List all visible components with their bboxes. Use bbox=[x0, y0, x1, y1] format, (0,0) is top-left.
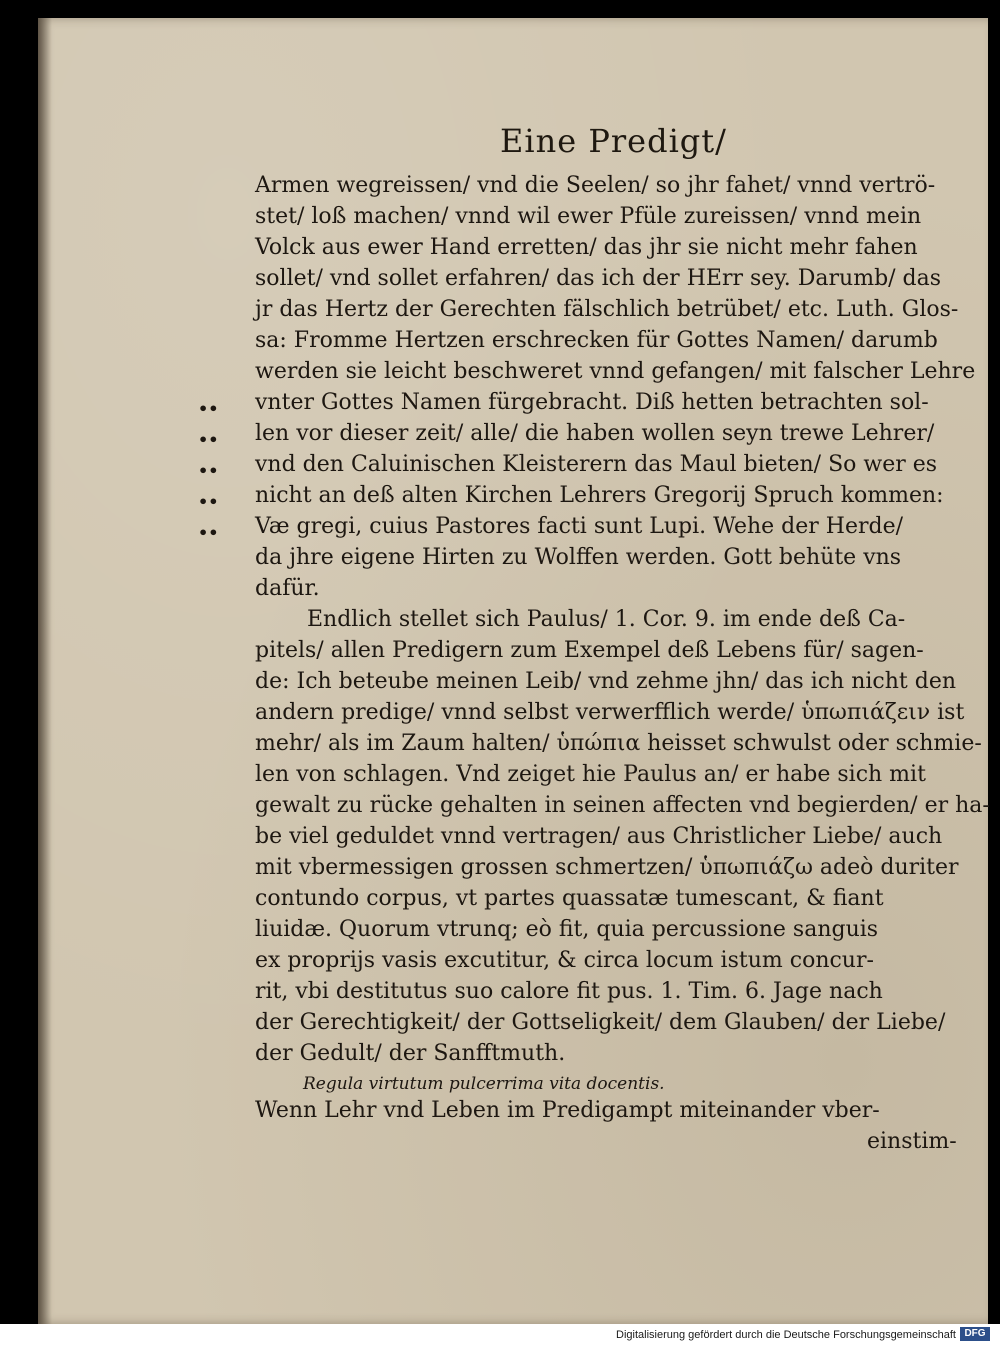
text-line: jr das Hertz der Gerechten fälschlich betrübet/ etc. Luth. Glos- bbox=[255, 297, 959, 322]
text-line: der Gedult/ der Sanfftmuth. bbox=[255, 1041, 566, 1066]
catchword: einstim- bbox=[867, 1129, 957, 1154]
latin-motto: Regula virtutum pulcerrima vita docentis. bbox=[303, 1074, 665, 1094]
dfg-logo: DFG bbox=[960, 1327, 990, 1341]
margin-mark: •• bbox=[198, 430, 219, 449]
text-line: rit, vbi destitutus suo calore fit pus. 1. Tim. 6. Jage nach bbox=[255, 979, 883, 1004]
page-gutter-shadow bbox=[38, 18, 52, 1324]
margin-mark: •• bbox=[198, 399, 219, 418]
text-line: de: Ich beteube meinen Leib/ vnd zehme jhn/ das ich nicht den bbox=[255, 669, 957, 694]
text-line: mit vbermessigen grossen schmertzen/ ὑπωπιάζω adeò duriter bbox=[255, 855, 959, 880]
text-line: stet/ loß machen/ vnnd wil ewer Pfüle zureissen/ vnnd mein bbox=[255, 204, 922, 229]
margin-mark: •• bbox=[198, 461, 219, 480]
text-line: contundo corpus, vt partes quassatæ tumescant, & fiant bbox=[255, 886, 884, 911]
text-line: vnter Gottes Namen fürgebracht. Diß hetten betrachten sol- bbox=[255, 390, 929, 415]
text-line: liuidæ. Quorum vtrunq; eò fit, quia percussione sanguis bbox=[255, 917, 879, 942]
text-line: gewalt zu rücke gehalten in seinen affecten vnd begierden/ er ha- bbox=[255, 793, 990, 818]
text-line: Armen wegreissen/ vnd die Seelen/ so jhr fahet/ vnnd vertrö- bbox=[255, 173, 936, 198]
text-line: dafür. bbox=[255, 576, 320, 601]
footer-credit: Digitalisierung gefördert durch die Deutsche Forschungsgemeinschaft bbox=[616, 1329, 956, 1341]
margin-marks bbox=[198, 393, 218, 548]
text-line: Volck aus ewer Hand erretten/ das jhr sie nicht mehr fahen bbox=[255, 235, 918, 260]
text-line: sa: Fromme Hertzen erschrecken für Gottes Namen/ darumb bbox=[255, 328, 938, 353]
margin-mark: •• bbox=[198, 492, 219, 511]
text-line: der Gerechtigkeit/ der Gottseligkeit/ dem Glauben/ der Liebe/ bbox=[255, 1010, 946, 1035]
text-line: mehr/ als im Zaum halten/ ὑπώπια heisset schwulst oder schmie- bbox=[255, 731, 982, 756]
text-line: vnd den Caluinischen Kleisterern das Maul bieten/ So wer es bbox=[255, 452, 938, 477]
page-header: Eine Predigt/ bbox=[500, 122, 727, 160]
text-line: len vor dieser zeit/ alle/ die haben wollen seyn trewe Lehrer/ bbox=[255, 421, 935, 446]
paragraph-start-line: Endlich stellet sich Paulus/ 1. Cor. 9. im ende deß Ca- bbox=[307, 607, 906, 632]
margin-mark: •• bbox=[198, 523, 219, 542]
text-line: nicht an deß alten Kirchen Lehrers Gregorij Spruch kommen: bbox=[255, 483, 944, 508]
text-line: Wenn Lehr vnd Leben im Predigampt miteinander vber- bbox=[255, 1098, 880, 1123]
text-line: pitels/ allen Predigern zum Exempel deß Lebens für/ sagen- bbox=[255, 638, 924, 663]
text-line: andern predige/ vnnd selbst verwerfflich werde/ ὑπωπιάζειν ist bbox=[255, 700, 965, 725]
body-text bbox=[255, 170, 990, 1157]
text-line: len von schlagen. Vnd zeiget hie Paulus an/ er habe sich mit bbox=[255, 762, 926, 787]
text-line: ex proprijs vasis excutitur, & circa locum istum concur- bbox=[255, 948, 874, 973]
text-line: da jhre eigene Hirten zu Wolffen werden. Gott behüte vns bbox=[255, 545, 902, 570]
text-line: be viel geduldet vnnd vertragen/ aus Christlicher Liebe/ auch bbox=[255, 824, 943, 849]
text-line: Væ gregi, cuius Pastores facti sunt Lupi. Wehe der Herde/ bbox=[255, 514, 904, 539]
text-line: werden sie leicht beschweret vnnd gefangen/ mit falscher Lehre bbox=[255, 359, 976, 384]
text-line: sollet/ vnd sollet erfahren/ das ich der HErr sey. Darumb/ das bbox=[255, 266, 942, 291]
